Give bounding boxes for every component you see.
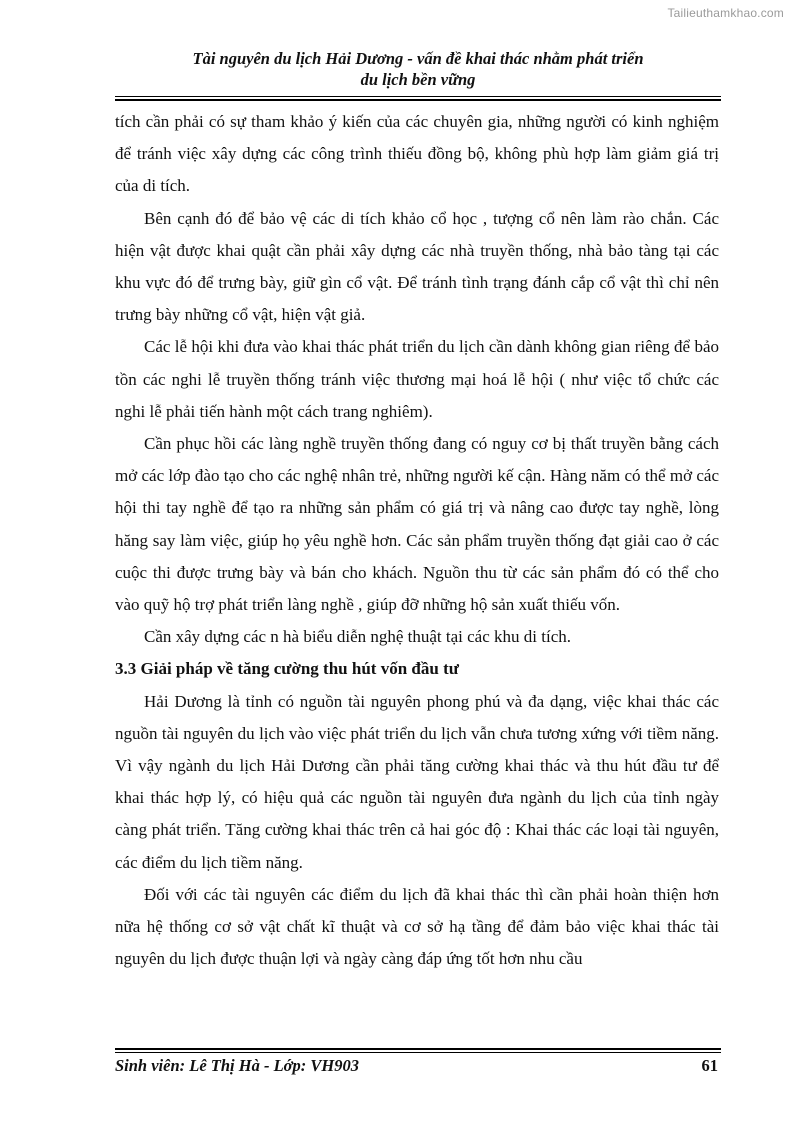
paragraph-5: Cần xây dựng các n hà biểu diễn nghệ thuật tại các khu di tích.	[144, 627, 571, 647]
header-divider-thick	[115, 99, 721, 101]
paragraph-6: Hải Dương là tỉnh có nguồn tài nguyên phong phú và đa dạng, việc khai thác các nguồn tài nguyên du lịch vào việc phát triển du lịch vẫn chưa tương xứng với tiềm năng. Vì vậy ngành du lịch Hải Dương cần phải tăng cường khai thác và thu hút đầu tư để khai thác hợp lý, có hiệu quả các nguồn tài nguyên đưa ngành du lịch của tỉnh ngày càng phát triển. Tăng cường khai thác trên cả hai góc độ : Khai thác các loại tài nguyên, các điểm du lịch tiềm năng.	[115, 691, 719, 872]
paragraph-2: Bên cạnh đó để bảo vệ các di tích khảo cổ học , tượng cổ nên làm rào chắn. Các hiện vật được khai quật cần phải xây dựng các nhà truyền thống, nhà bảo tàng tại các khu vực đó để trưng bày, giữ gìn cổ vật. Để tránh tình trạng đánh cắp cổ vật thì chỉ nên trưng bày những cổ vật, hiện vật giả.	[115, 208, 719, 325]
header-title-line-1: Tài nguyên du lịch Hải Dương - vấn đề khai thác nhằm phát triển	[192, 49, 644, 68]
paragraph-7: Đối với các tài nguyên các điểm du lịch đã khai thác thì cần phải hoàn thiện hơn nữa hệ thống cơ sở vật chất kĩ thuật và cơ sở hạ tầng để đảm bảo việc khai thác tài nguyên du lịch được thuận lợi và ngày càng đáp ứng tốt hơn nhu cầu	[115, 884, 719, 969]
watermark: Tailieuthamkhao.com	[667, 6, 784, 20]
page-header	[115, 48, 721, 90]
student-info: Sinh viên: Lê Thị Hà - Lớp: VH903	[115, 1056, 359, 1075]
paragraph-4: Cần phục hồi các làng nghề truyền thống đang có nguy cơ bị thất truyền bằng cách mở các lớp đào tạo cho các nghệ nhân trẻ, những người kế cận. Hàng năm có thể mở các hội thi tay nghề để tạo ra những sản phẩm có giá trị và nâng cao được tay nghề, lòng hăng say làm việc, giúp họ yêu nghề hơn. Các sản phẩm truyền thống đạt giải cao ở các cuộc thi được trưng bày và bán cho khách. Nguồn thu từ các sản phẩm đó có thể cho vào quỹ hộ trợ phát triển làng nghề , giúp đỡ những hộ sản xuất thiếu vốn.	[115, 434, 719, 615]
page-footer	[115, 1055, 721, 1077]
body-text	[115, 106, 719, 975]
header-title-line-2: du lịch bền vững	[360, 70, 476, 89]
paragraph-3: Các lễ hội khi đưa vào khai thác phát triển du lịch cần dành không gian riêng để bảo tồn các nghi lễ truyền thống tránh việc thương mại hoá lễ hội ( như việc tổ chức các nghi lễ phải tiến hành một cách trang nghiêm).	[115, 337, 719, 421]
header-divider	[115, 96, 721, 97]
footer-divider	[115, 1052, 721, 1053]
footer-divider-thick	[115, 1048, 721, 1050]
paragraph-1: tích cần phải có sự tham khảo ý kiến của các chuyên gia, những người có kinh nghiệm để tránh việc xây dựng các công trình thiếu đồng bộ, không phù hợp làm giảm giá trị của di tích.	[115, 112, 719, 196]
section-heading: 3.3 Giải pháp về tăng cường thu hút vốn đầu tư	[115, 659, 459, 679]
page-number: 61	[701, 1056, 718, 1075]
